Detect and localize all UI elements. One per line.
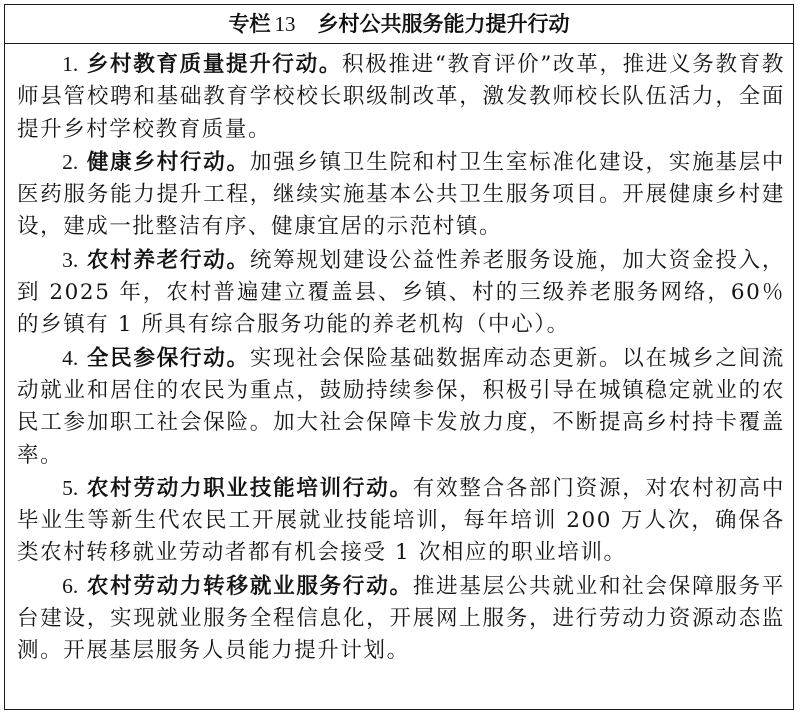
item-index: 5. [62, 475, 79, 500]
item-index: 6. [62, 573, 79, 598]
action-item-insurance [17, 342, 785, 472]
item-text: 加强乡镇卫生院和村卫生室标准化建设，实施基层中医药服务能力提升工程，继续实施基本公共卫生服务项目。开展健康乡村建设，建成一批整洁有序、健康宜居的示范村镇。 [17, 149, 786, 240]
item-label: 农村劳动力转移就业服务行动。 [86, 573, 413, 599]
item-text: 推进基层公共就业和社会保障服务平台建设，实现就业服务全程信息化，开展网上服务，进行劳动力资源动态监测。开展基层服务人员能力提升计划。 [17, 573, 786, 664]
item-label: 全民参保行动。 [86, 345, 250, 371]
item-label: 农村劳动力职业技能培训行动。 [86, 475, 413, 501]
column-box [4, 4, 794, 710]
action-item-health [17, 146, 785, 244]
action-item-elderly-care [17, 244, 785, 342]
column-title-prefix: 专栏 [228, 12, 271, 36]
item-index: 3. [62, 247, 79, 272]
column-title-number: 13 [274, 12, 296, 36]
item-text: 有效整合各部门资源，对农村初高中毕业生等新生代农民工开展就业技能培训，每年培训 200 万人次，确保各类农村转移就业劳动者都有机会接受 1 次相应的职业培训。 [17, 475, 786, 566]
item-index: 4. [62, 345, 79, 370]
item-index: 1. [62, 52, 79, 76]
item-label: 乡村教育质量提升行动。 [86, 52, 343, 77]
column-title [5, 5, 793, 44]
item-label: 农村养老行动。 [86, 247, 250, 273]
column-content [5, 44, 793, 668]
item-index: 2. [62, 149, 79, 174]
item-text: 统筹规划建设公益性养老服务设施，加大资金投入，到 2025 年，农村普遍建立覆盖县、乡镇、村的三级养老服务网络，60％的乡镇有 1 所具有综合服务功能的养老机构（中心）。 [17, 247, 786, 338]
action-item-employment-service [17, 570, 785, 668]
item-label: 健康乡村行动。 [86, 149, 250, 175]
column-title-text: 乡村公共服务能力提升行动 [317, 12, 570, 36]
action-item-education [17, 48, 785, 146]
action-item-skills-training [17, 472, 785, 570]
item-text: 积极推进“教育评价”改革，推进义务教育教师县管校聘和基础教育学校校长职级制改革，激发教师校长队伍活力，全面提升乡村学校教育质量。 [17, 52, 785, 142]
item-text: 实现社会保险基础数据库动态更新。以在城乡之间流动就业和居住的农民为重点，鼓励持续参保，积极引导在城镇稳定就业的农民工参加职工社会保险。加大社会保障卡发放力度，不断提高乡村持卡覆盖率。 [17, 345, 786, 468]
